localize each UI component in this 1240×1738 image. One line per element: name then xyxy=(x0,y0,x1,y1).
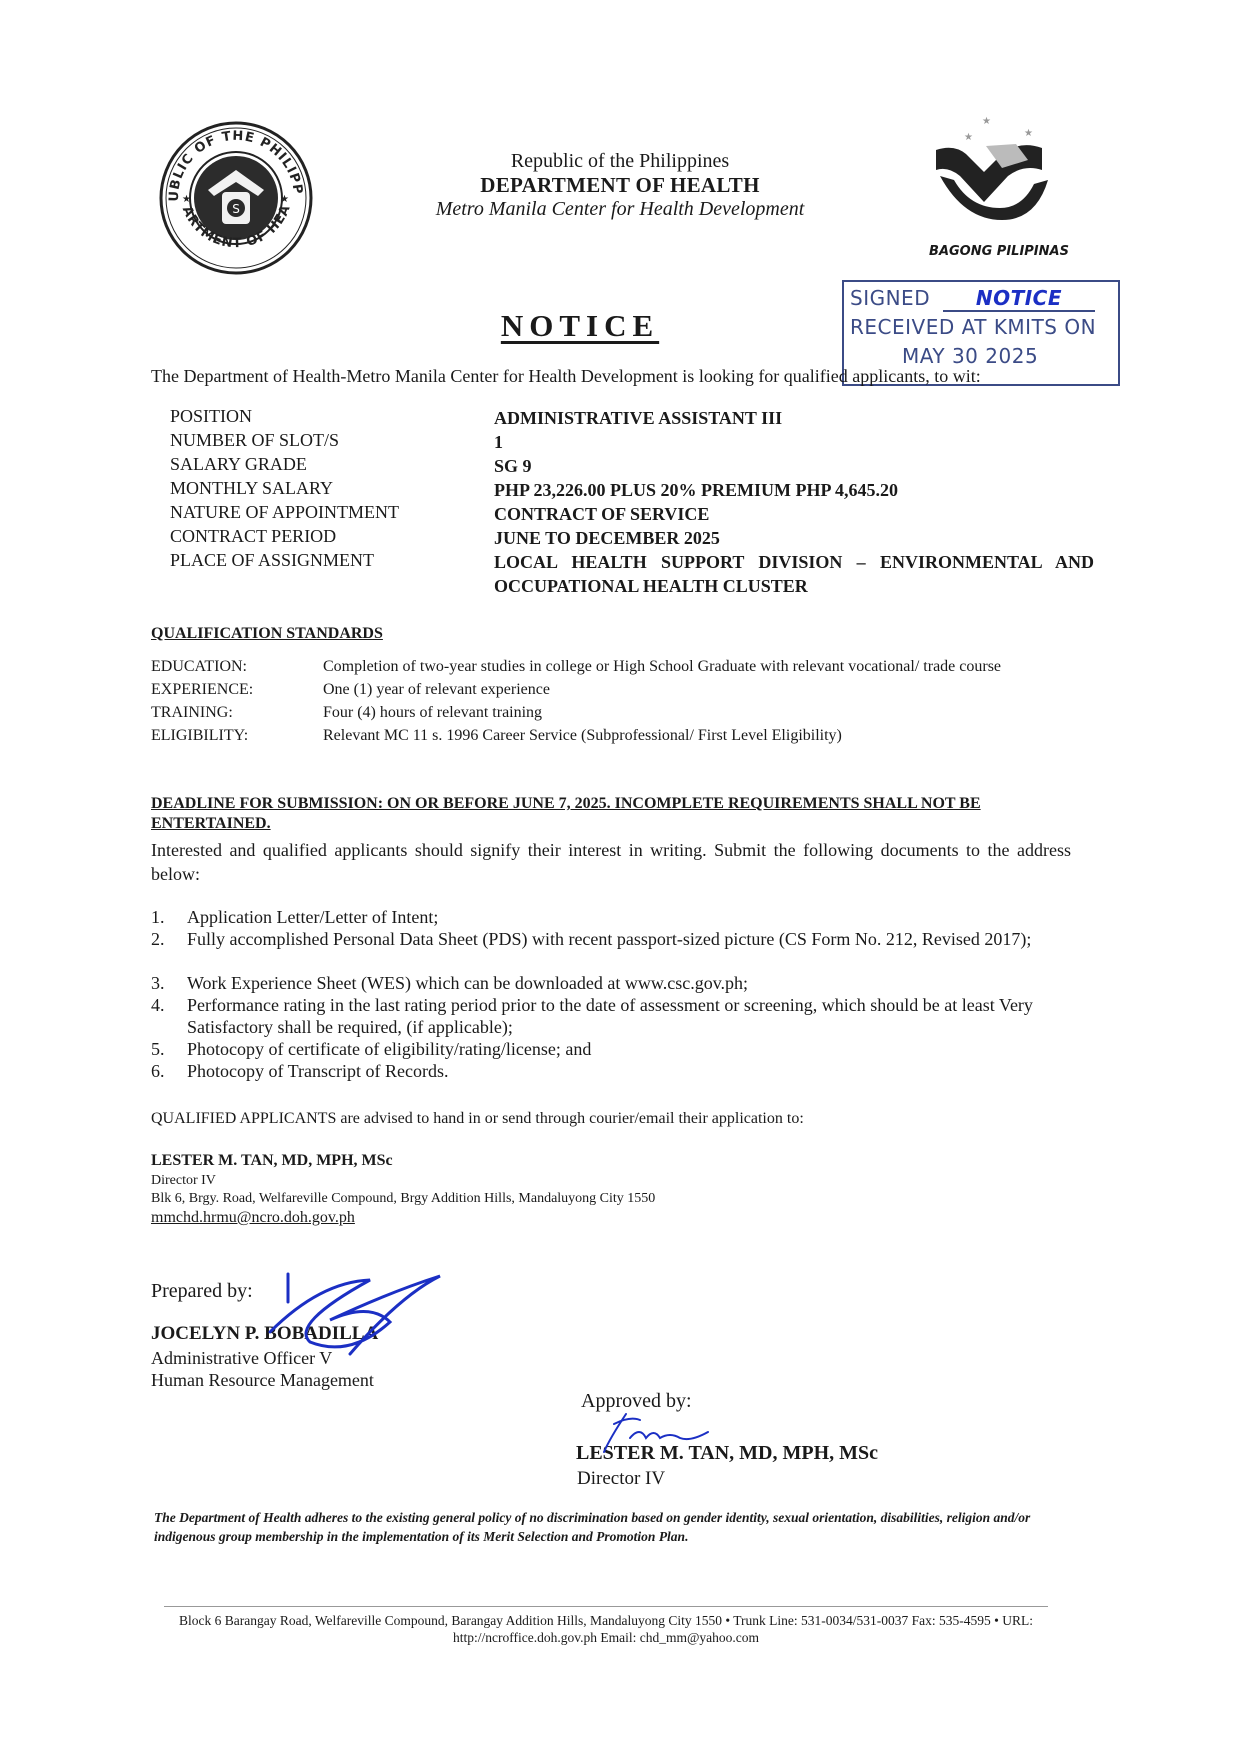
detail-row xyxy=(170,502,1090,526)
list-number: 5. xyxy=(151,1039,165,1059)
doh-seal xyxy=(158,120,314,276)
prepared-label: Prepared by: xyxy=(151,1280,253,1302)
policy-note: The Department of Health adheres to the existing general policy of no discrimination based on gender identity, sexual orientation, disabilities, religion and/or indigenous group membership in the implementation of its Merit Selection and Promotion Plan. xyxy=(154,1510,1031,1544)
approved-name: LESTER M. TAN, MD, MPH, MSc xyxy=(576,1442,879,1464)
qualification-value: Completion of two-year studies in college or High School Graduate with relevant vocational/ trade course xyxy=(323,658,1002,675)
detail-value: 1 xyxy=(494,432,503,452)
svg-text:REPUBLIC OF THE PHILIPPINES: UBLIC OF THE PHILIPP xyxy=(166,128,306,202)
list-text: Application Letter/Letter of Intent; xyxy=(187,907,439,927)
detail-value: CONTRACT OF SERVICE xyxy=(494,504,710,524)
detail-value: LOCAL HEALTH SUPPORT DIVISION – ENVIRONMENTAL AND OCCUPATIONAL HEALTH CLUSTER xyxy=(494,552,1094,596)
svg-text:★: ★ xyxy=(982,116,991,127)
stamp-received: RECEIVED AT KMITS ON xyxy=(850,315,1097,339)
footer-contact: Block 6 Barangay Road, Welfareville Compound, Barangay Addition Hills, Mandaluyong City 1550 • Trunk Line: 531-0034/531-0037 Fax: 535-4595 • URL: http://ncroffice.doh.gov.ph Email: chd_mm@yahoo.com xyxy=(178,1613,1034,1645)
qualification-label: ELIGIBILITY: xyxy=(151,727,249,744)
detail-label: POSITION xyxy=(170,406,253,426)
detail-label: PLACE OF ASSIGNMENT xyxy=(170,550,375,570)
detail-value: SG 9 xyxy=(494,456,532,476)
detail-row xyxy=(170,406,1090,430)
approved-title: Director IV xyxy=(577,1468,666,1489)
addressee-title: Director IV xyxy=(151,1173,216,1188)
list-text: Photocopy of certificate of eligibility/rating/license; and xyxy=(187,1039,592,1059)
instructions: Interested and qualified applicants should signify their interest in writing. Submit the following documents to the address below: xyxy=(151,840,1071,884)
stamp-signed-label: SIGNED xyxy=(850,286,931,310)
svg-text:DEPARTMENT OF HEALTH: ARTMENT OF HEA xyxy=(178,202,294,252)
svg-text:★: ★ xyxy=(1024,128,1033,139)
header-republic: Republic of the Philippines xyxy=(510,150,730,172)
prepared-name: JOCELYN P. BOBADILLA xyxy=(151,1323,379,1344)
qualification-row xyxy=(151,658,1091,680)
qualification-label: EDUCATION: xyxy=(151,658,247,675)
notice-title: NOTICE xyxy=(500,308,660,343)
detail-label: CONTRACT PERIOD xyxy=(170,526,337,546)
svg-text:S: S xyxy=(232,202,240,216)
qualification-value: Relevant MC 11 s. 1996 Career Service (Subprofessional/ First Level Eligibility) xyxy=(323,727,842,744)
detail-row xyxy=(170,550,1094,598)
svg-text:★: ★ xyxy=(280,194,289,205)
list-text: Photocopy of Transcript of Records. xyxy=(187,1061,449,1081)
list-number: 3. xyxy=(151,973,165,993)
footer-divider xyxy=(164,1606,1048,1607)
qualification-value: One (1) year of relevant experience xyxy=(323,681,550,698)
qualification-title: QUALIFICATION STANDARDS xyxy=(151,625,383,642)
bagong-pilipinas-logo xyxy=(924,110,1074,260)
signature-icon xyxy=(250,1262,450,1372)
detail-row xyxy=(170,478,1090,502)
list-text: Work Experience Sheet (WES) which can be downloaded at www.csc.gov.ph; xyxy=(187,973,749,993)
prepared-dept: Human Resource Management xyxy=(151,1370,374,1390)
detail-row xyxy=(170,526,1090,550)
list-text: Performance rating in the last rating period prior to the date of assessment or screening, which should be at least Very Satisfactory shall be required, (if applicable); xyxy=(187,995,1033,1037)
list-number: 1. xyxy=(151,907,165,927)
header-office: Metro Manila Center for Health Development xyxy=(435,198,805,220)
qualification-row xyxy=(151,727,1091,749)
send-note: QUALIFIED APPLICANTS are advised to hand in or send through courier/email their application to: xyxy=(151,1110,804,1127)
list-text: Fully accomplished Personal Data Sheet (PDS) with recent passport-sized picture (CS Form No. 212, Revised 2017); xyxy=(187,929,1032,949)
detail-value: PHP 23,226.00 PLUS 20% PREMIUM PHP 4,645.20 xyxy=(494,480,898,500)
qualification-label: EXPERIENCE: xyxy=(151,681,254,698)
detail-value: JUNE TO DECEMBER 2025 xyxy=(494,528,720,548)
qualification-row xyxy=(151,704,1091,726)
detail-label: MONTHLY SALARY xyxy=(170,478,334,498)
list-number: 6. xyxy=(151,1061,165,1081)
list-number: 2. xyxy=(151,929,165,949)
addressee-address: Blk 6, Brgy. Road, Welfareville Compound, Brgy Addition Hills, Mandaluyong City 1550 xyxy=(151,1191,656,1206)
header-department: DEPARTMENT OF HEALTH xyxy=(480,173,760,197)
intro-text: The Department of Health-Metro Manila Center for Health Development is looking for qualified applicants, to wit: xyxy=(151,366,981,386)
svg-text:★: ★ xyxy=(182,194,191,205)
detail-row xyxy=(170,454,1090,478)
detail-row xyxy=(170,430,1090,454)
svg-text:★: ★ xyxy=(964,132,973,143)
detail-label: SALARY GRADE xyxy=(170,454,307,474)
doh-seal-icon xyxy=(158,120,314,276)
list-number: 4. xyxy=(151,995,165,1015)
detail-label: NATURE OF APPOINTMENT xyxy=(170,502,400,522)
bagong-pilipinas-label: BAGONG PILIPINAS xyxy=(929,244,1069,259)
prepared-title: Administrative Officer V xyxy=(151,1348,333,1368)
addressee-name: LESTER M. TAN, MD, MPH, MSc xyxy=(151,1152,393,1169)
detail-value: ADMINISTRATIVE ASSISTANT III xyxy=(494,408,783,428)
stamp-date: MAY 30 2025 xyxy=(902,344,1039,368)
stamp-signed-value: NOTICE xyxy=(943,286,1095,312)
deadline-notice: DEADLINE FOR SUBMISSION: ON OR BEFORE JUNE 7, 2025. INCOMPLETE REQUIREMENTS SHALL NOT BE ENTERTAINED. xyxy=(151,795,981,832)
qualification-label: TRAINING: xyxy=(151,704,233,721)
detail-label: NUMBER OF SLOT/S xyxy=(170,430,340,450)
approval-signature-icon xyxy=(600,1408,720,1458)
addressee-email[interactable]: mmchd.hrmu@ncro.doh.gov.ph xyxy=(151,1209,355,1226)
approved-label: Approved by: xyxy=(581,1390,692,1412)
qualification-value: Four (4) hours of relevant training xyxy=(323,704,543,721)
bagong-pilipinas-icon xyxy=(924,110,1074,230)
qualification-row xyxy=(151,681,1091,703)
